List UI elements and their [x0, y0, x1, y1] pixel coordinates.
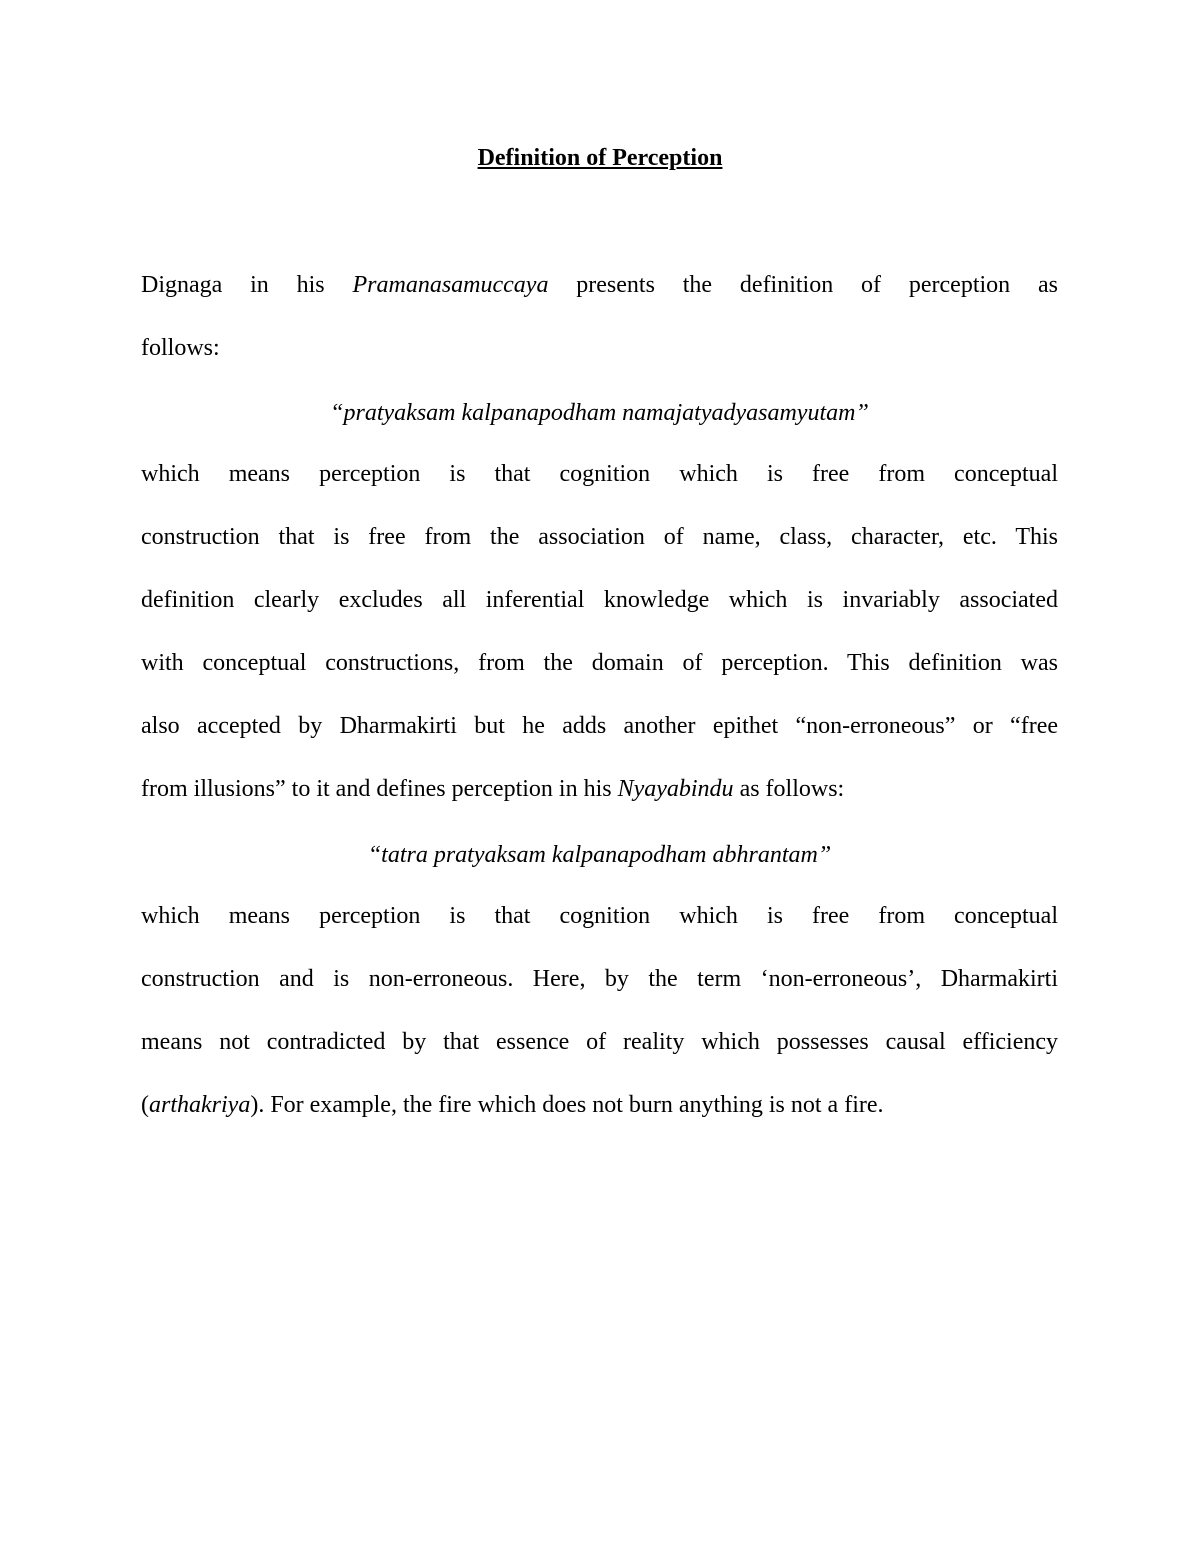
paragraph-line: with conceptual constructions, from the domain of perception. This definition was	[141, 650, 1058, 677]
paragraph-intro	[141, 254, 1058, 380]
paragraph-line: also accepted by Dharmakirti but he adds another epithet “non-erroneous” or “free	[141, 713, 1058, 740]
paragraph-line: which means perception is that cognition which is free from conceptual	[141, 903, 1058, 929]
paragraph-conclusion	[141, 885, 1058, 1137]
paragraph-line: definition clearly excludes all inferential knowledge which is invariably associated	[141, 587, 1058, 614]
paragraph-line: means not contradicted by that essence of reality which possesses causal efficiency	[141, 1029, 1058, 1056]
paragraph-explanation	[141, 443, 1058, 822]
page-title: Definition of Perception	[477, 145, 723, 171]
paragraph-line: construction that is free from the association of name, class, character, etc. This	[141, 524, 1058, 551]
paragraph-line: which means perception is that cognition which is free from conceptual	[141, 461, 1058, 487]
paragraph-line: from illusions” to it and defines perception in his Nyayabindu as follows:	[141, 776, 845, 803]
paragraph-line: follows:	[141, 335, 220, 362]
sanskrit-quote-dharmakirti: “tatra pratyaksam kalpanapodham abhrantam”	[367, 842, 832, 868]
sanskrit-quote-dignaga: “pratyaksam kalpanapodham namajatyadyasamyutam”	[330, 400, 869, 426]
work-title-nyayabindu: Nyayabindu	[617, 776, 734, 803]
term-arthakriya: arthakriya	[149, 1092, 251, 1119]
paragraph-line: (arthakriya). For example, the fire which does not burn anything is not a fire.	[141, 1092, 884, 1119]
work-title-pramanasamuccaya: Pramanasamuccaya	[352, 272, 549, 298]
paragraph-line: Dignaga in his Pramanasamuccaya presents the definition of perception as	[141, 272, 1058, 298]
paragraph-line: construction and is non-erroneous. Here, by the term ‘non-erroneous’, Dharmakirti	[141, 966, 1058, 993]
